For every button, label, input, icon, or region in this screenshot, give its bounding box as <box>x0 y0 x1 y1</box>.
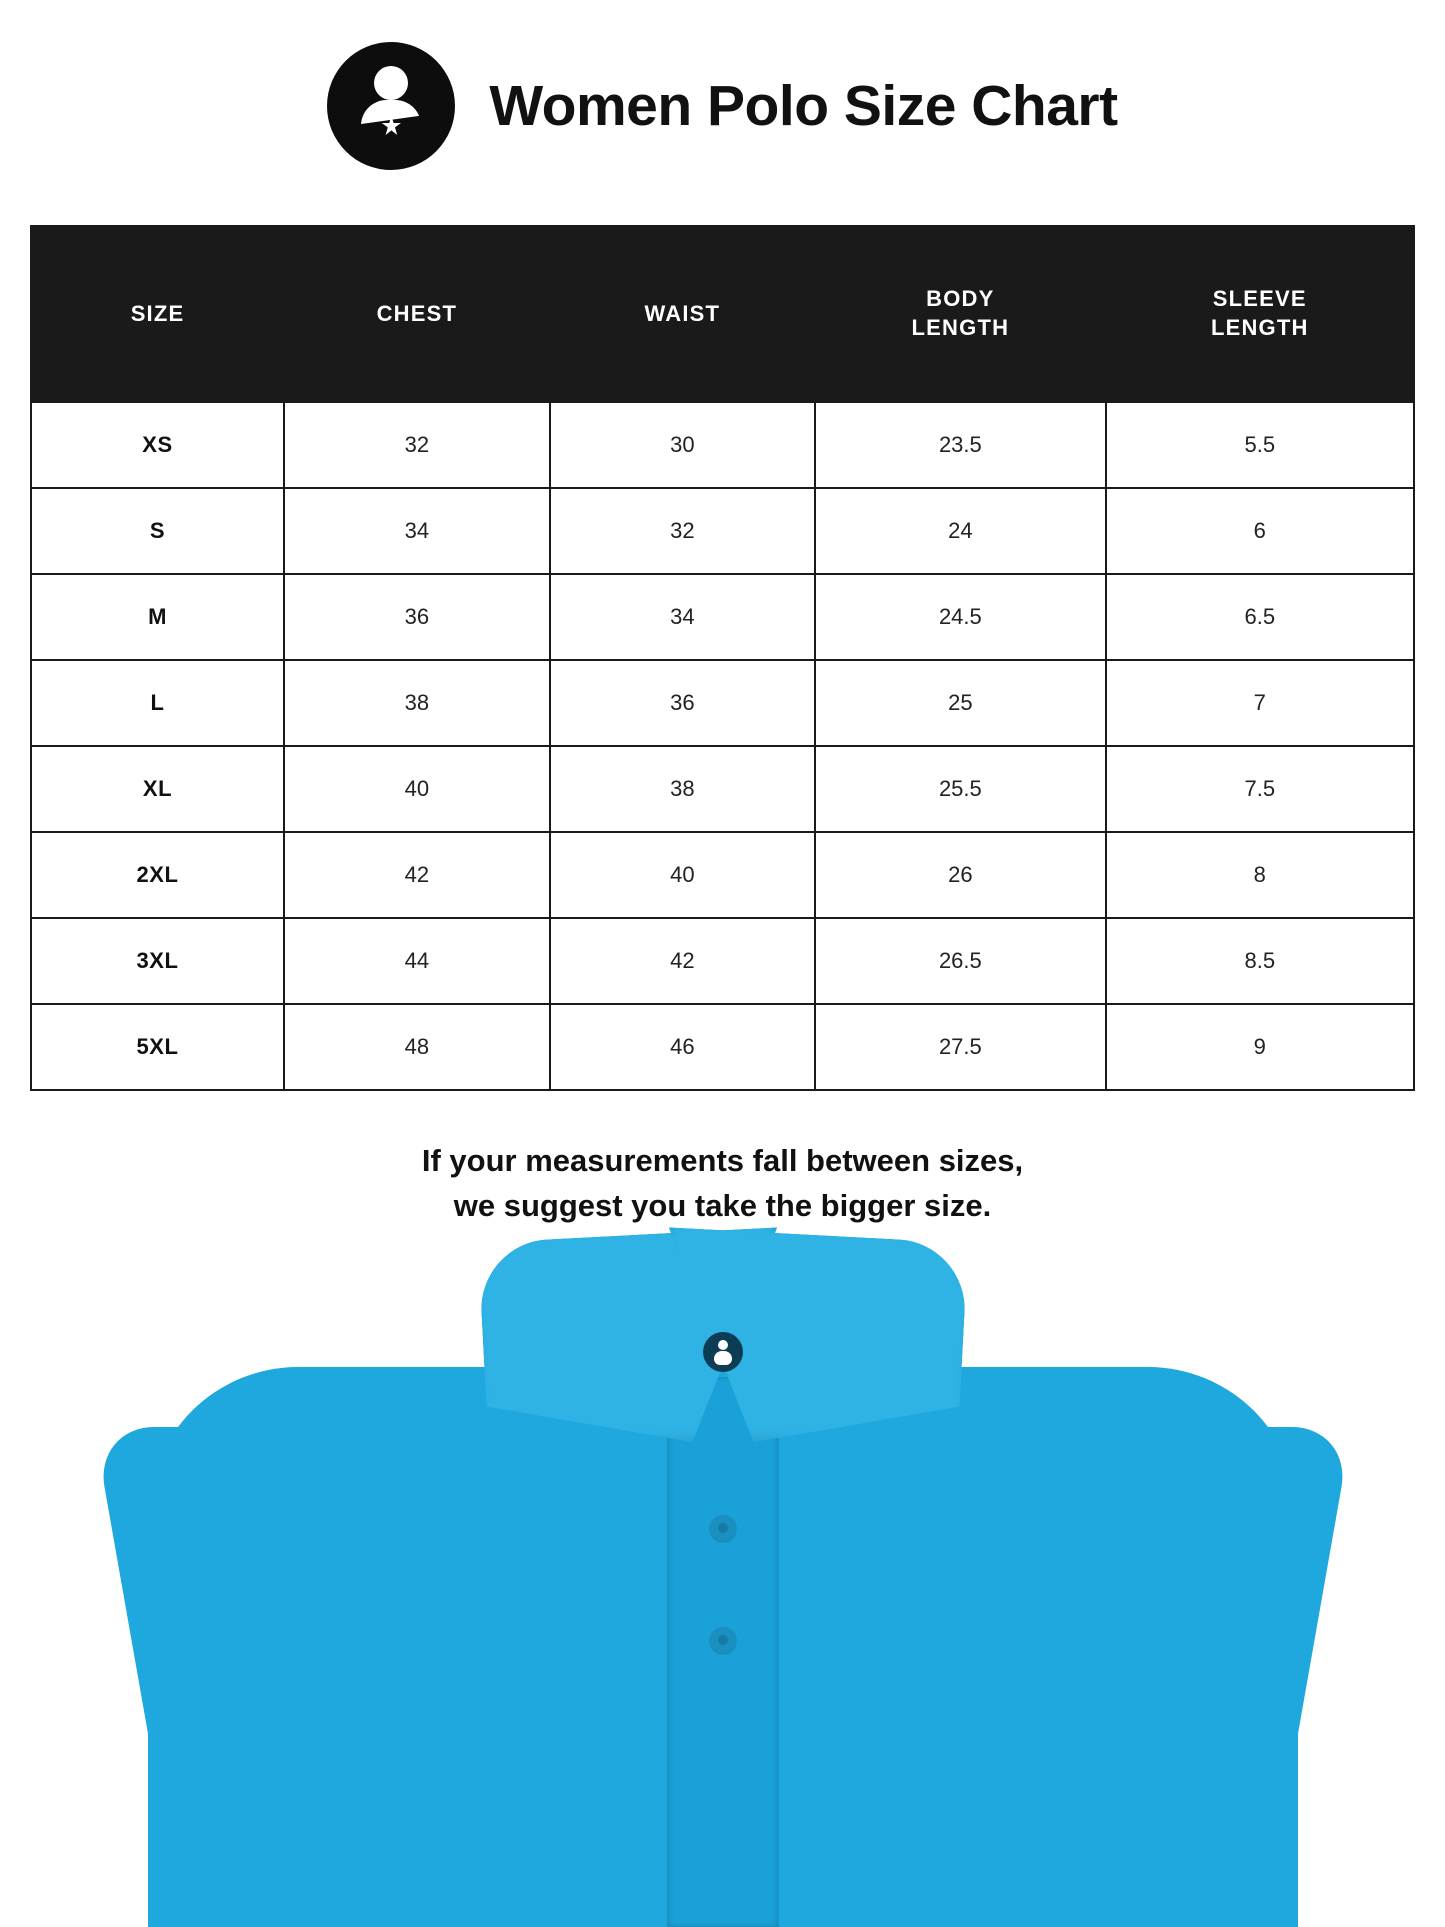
page-header <box>0 0 1445 170</box>
cell-waist: 30 <box>550 402 816 488</box>
column-header-sleeve-length-line2: LENGTH <box>1210 315 1309 340</box>
sizing-note-line-2: we suggest you take the bigger size. <box>453 1187 992 1223</box>
polo-shirt-illustration <box>98 1227 1348 1927</box>
table-row <box>31 574 1414 660</box>
cell-waist: 34 <box>550 574 816 660</box>
table-row <box>31 402 1414 488</box>
cell-size: 3XL <box>31 918 284 1004</box>
cell-waist: 36 <box>550 660 816 746</box>
column-header-waist-line1: WAIST <box>644 300 721 326</box>
cell-waist: 38 <box>550 746 816 832</box>
table-header-row <box>31 226 1414 402</box>
table-row <box>31 660 1414 746</box>
table-row <box>31 488 1414 574</box>
cell-size: M <box>31 574 284 660</box>
column-header-chest-line1: CHEST <box>376 300 458 326</box>
cell-chest: 34 <box>284 488 550 574</box>
column-header-body-length-line2: LENGTH <box>911 315 1010 340</box>
cell-body-length: 26 <box>815 832 1105 918</box>
table-header <box>31 226 1414 402</box>
size-chart-table <box>30 225 1415 1091</box>
column-header-sleeve-length-line1: SLEEVE <box>1212 286 1307 312</box>
page-title: Women Polo Size Chart <box>489 74 1118 138</box>
cell-body-length: 25.5 <box>815 746 1105 832</box>
sizing-note-line-1: If your measurements fall between sizes, <box>421 1143 1024 1178</box>
cell-body-length: 24 <box>815 488 1105 574</box>
cell-sleeve-length: 8.5 <box>1106 918 1414 1004</box>
column-header-sleeve-length <box>1106 226 1414 402</box>
cell-chest: 44 <box>284 918 550 1004</box>
cell-chest: 48 <box>284 1004 550 1090</box>
column-header-body-length <box>815 226 1105 402</box>
logo-head-shape <box>374 66 408 100</box>
product-image-area <box>0 1227 1445 1927</box>
size-chart-table-wrapper <box>30 225 1415 1091</box>
cell-size: 2XL <box>31 832 284 918</box>
cell-chest: 32 <box>284 402 550 488</box>
cell-body-length: 23.5 <box>815 402 1105 488</box>
cell-size: L <box>31 660 284 746</box>
polo-left-shoulder <box>93 1427 601 1927</box>
cell-size: XL <box>31 746 284 832</box>
cell-waist: 32 <box>550 488 816 574</box>
polo-right-shoulder <box>843 1427 1351 1927</box>
table-row <box>31 746 1414 832</box>
polo-button-lower <box>710 1627 736 1653</box>
cell-chest: 42 <box>284 832 550 918</box>
cell-body-length: 27.5 <box>815 1004 1105 1090</box>
column-header-size <box>31 226 284 402</box>
cell-size: 5XL <box>31 1004 284 1090</box>
cell-sleeve-length: 6 <box>1106 488 1414 574</box>
table-row <box>31 1004 1414 1090</box>
cell-size: XS <box>31 402 284 488</box>
cell-waist: 40 <box>550 832 816 918</box>
cell-body-length: 25 <box>815 660 1105 746</box>
polo-button-upper <box>710 1515 736 1541</box>
column-header-body-length-line1: BODY <box>926 286 995 312</box>
cell-body-length: 24.5 <box>815 574 1105 660</box>
table-row <box>31 832 1414 918</box>
cell-chest: 38 <box>284 660 550 746</box>
column-header-waist <box>550 226 816 402</box>
column-header-chest <box>284 226 550 402</box>
table-row <box>31 918 1414 1004</box>
cell-waist: 42 <box>550 918 816 1004</box>
cell-chest: 36 <box>284 574 550 660</box>
cell-sleeve-length: 5.5 <box>1106 402 1414 488</box>
cell-size: S <box>31 488 284 574</box>
mother-and-child-logo-icon <box>327 42 455 170</box>
cell-sleeve-length: 8 <box>1106 832 1414 918</box>
cell-waist: 46 <box>550 1004 816 1090</box>
cell-sleeve-length: 6.5 <box>1106 574 1414 660</box>
column-header-size-line1: SIZE <box>130 300 185 326</box>
cell-chest: 40 <box>284 746 550 832</box>
sizing-note <box>0 1139 1445 1229</box>
cell-body-length: 26.5 <box>815 918 1105 1004</box>
cell-sleeve-length: 7 <box>1106 660 1414 746</box>
table-body <box>31 402 1414 1090</box>
polo-chest-logo-icon <box>703 1332 743 1372</box>
cell-sleeve-length: 7.5 <box>1106 746 1414 832</box>
cell-sleeve-length: 9 <box>1106 1004 1414 1090</box>
